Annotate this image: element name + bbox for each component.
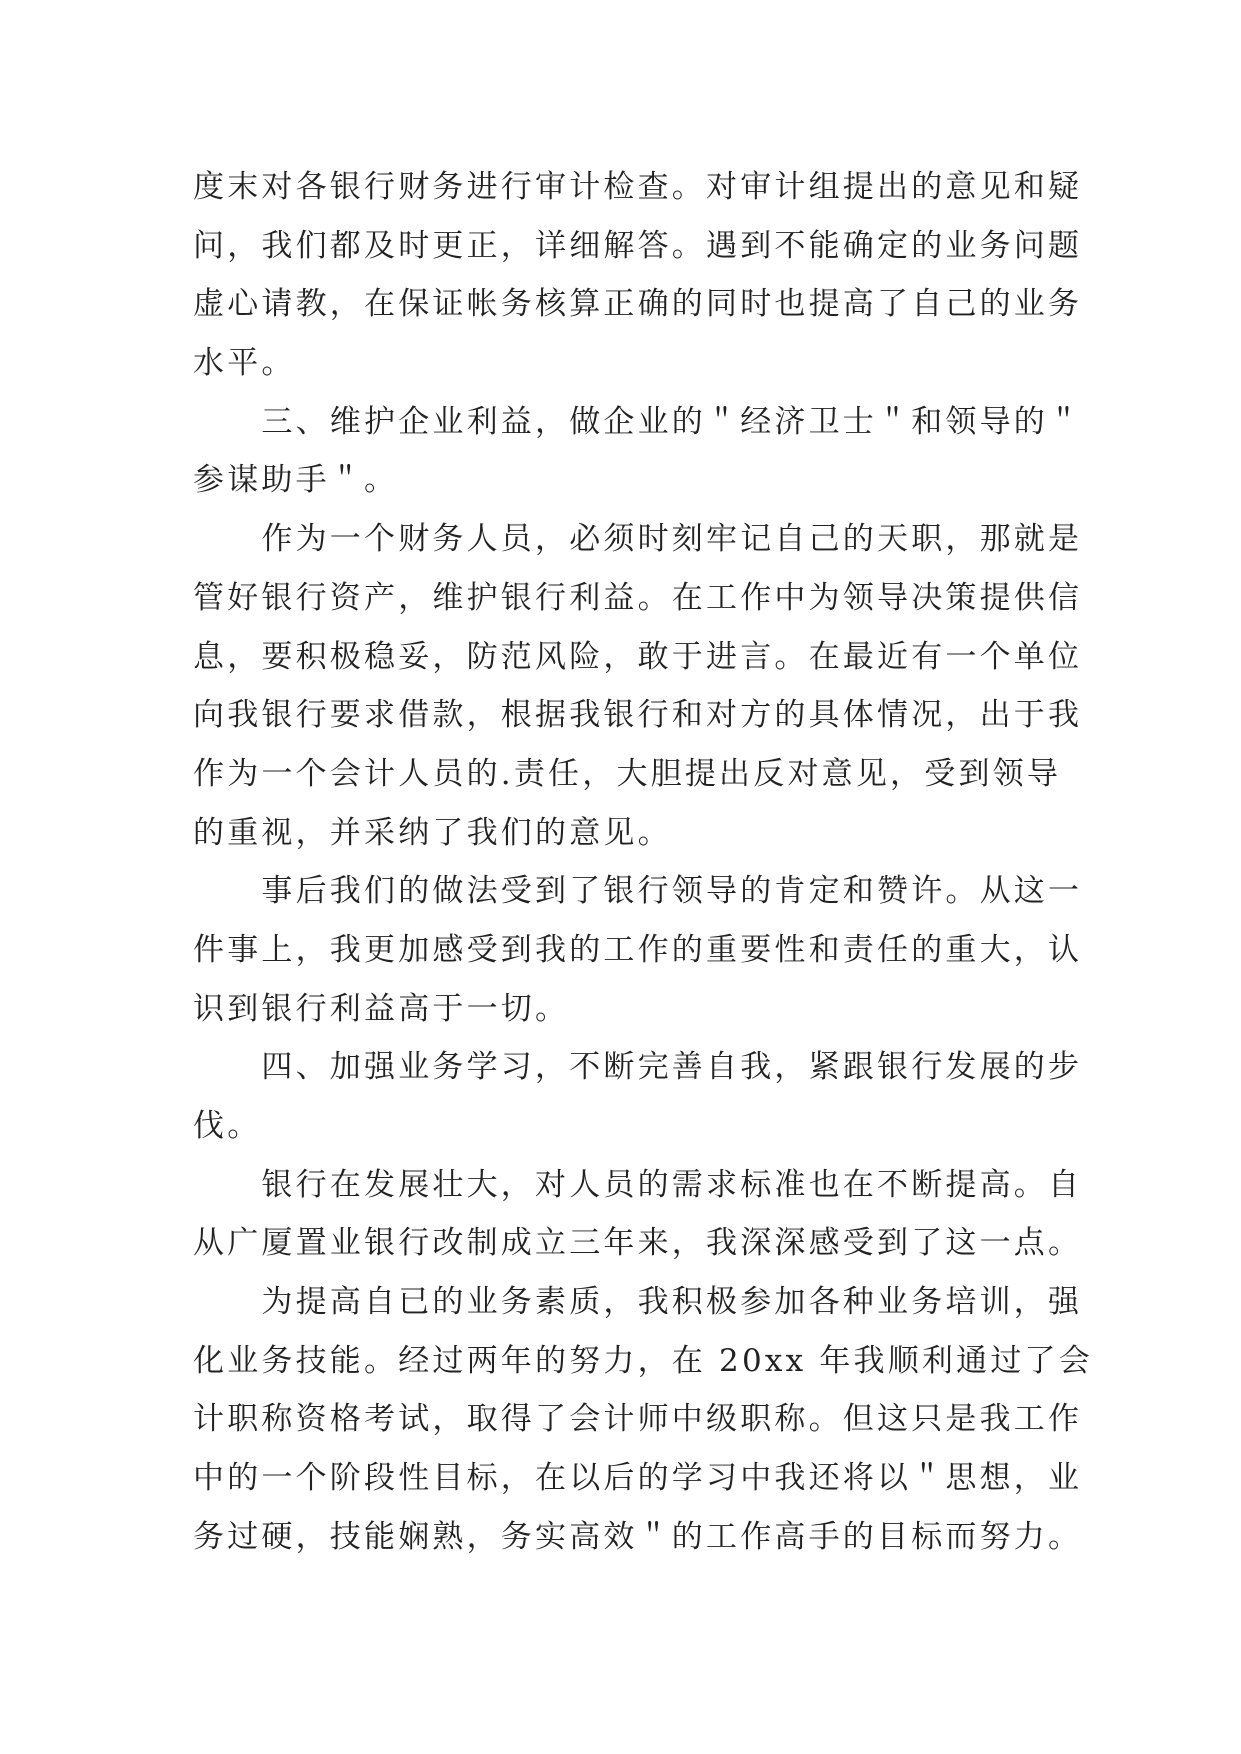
text-line: 虚心请教，在保证帐务核算正确的同时也提高了自己的业务 — [193, 286, 1083, 323]
section-heading: 参谋助手＂。 — [193, 462, 399, 499]
text-line: 件事上，我更加感受到我的工作的重要性和责任的重大，认 — [193, 931, 1083, 968]
section-heading: 四、加强业务学习，不断完善自我，紧跟银行发展的步 — [193, 1049, 1083, 1086]
text-line: 管好银行资产，维护银行利益。在工作中为领导决策提供信 — [193, 579, 1083, 616]
text-line: 作为一个会计人员的.责任，大胆提出反对意见，受到领导 — [193, 755, 1062, 792]
text-line: 水平。 — [193, 345, 296, 382]
document-body — [193, 158, 1093, 1567]
text-line: 化业务技能。经过两年的努力，在 20xx 年我顺利通过了会 — [193, 1342, 1093, 1379]
text-line: 计职称资格考试，取得了会计师中级职称。但这只是我工作 — [193, 1401, 1083, 1438]
text-line: 作为一个财务人员，必须时刻牢记自己的天职，那就是 — [193, 521, 1083, 558]
text-line: 问，我们都及时更正，详细解答。遇到不能确定的业务问题 — [193, 227, 1083, 264]
text-line: 事后我们的做法受到了银行领导的肯定和赞许。从这一 — [193, 873, 1083, 910]
text-line: 的重视，并采纳了我们的意见。 — [193, 814, 672, 851]
text-line: 务过硬，技能娴熟，务实高效＂的工作高手的目标而努力。 — [193, 1518, 1083, 1555]
text-line: 识到银行利益高于一切。 — [193, 990, 570, 1027]
text-line: 度末对各银行财务进行审计检查。对审计组提出的意见和疑 — [193, 169, 1083, 205]
text-line: 银行在发展壮大，对人员的需求标准也在不断提高。自 — [193, 1166, 1083, 1203]
text-line: 为提高自已的业务素质，我积极参加各种业务培训，强 — [193, 1284, 1083, 1321]
text-line: 息，要积极稳妥，防范风险，敢于进言。在最近有一个单位 — [193, 638, 1083, 675]
section-heading: 三、维护企业利益，做企业的＂经济卫士＂和领导的＂ — [193, 403, 1083, 440]
section-heading: 伐。 — [193, 1108, 262, 1144]
text-line: 从广厦置业银行改制成立三年来，我深深感受到了这一点。 — [193, 1225, 1083, 1262]
text-line: 中的一个阶段性目标，在以后的学习中我还将以＂思想，业 — [193, 1460, 1083, 1497]
text-line: 向我银行要求借款，根据我银行和对方的具体情况，出于我 — [193, 697, 1083, 734]
